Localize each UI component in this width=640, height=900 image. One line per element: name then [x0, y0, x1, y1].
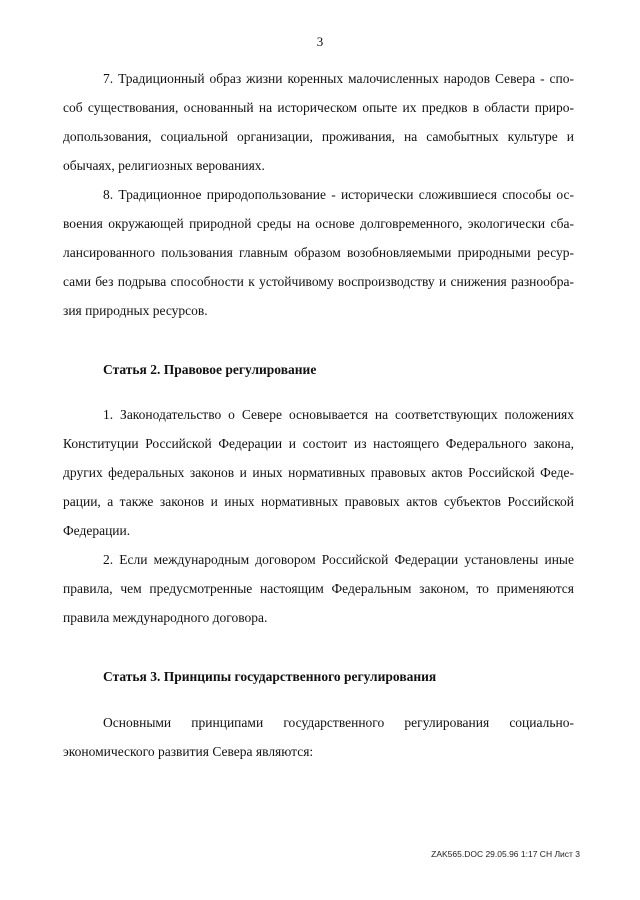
article-2-heading: Статья 2. Правовое регулирование — [103, 362, 317, 377]
article-3-para-1-line-2: экономического развития Севера являются: — [63, 744, 314, 759]
article-2-para-1-line-2: Конституции Российской Федерации и состоит из настоящего Федерального закона, — [63, 436, 574, 451]
article-2-para-1-line-3: других федеральных законов и иных нормативных правовых актов Российской Феде- — [63, 465, 574, 480]
article-3-para-1-line-1: Основными принципами государственного регулирования социально- — [103, 715, 574, 730]
paragraph-7-line-4: обычаях, религиозных верованиях. — [63, 158, 265, 173]
paragraph-8-line-5: зия природных ресурсов. — [63, 303, 208, 318]
article-2-para-2-line-3: правила международного договора. — [63, 610, 268, 625]
document-footer: ZAK565.DOC 29.05.96 1:17 СН Лист 3 — [431, 849, 580, 859]
article-2-para-2-line-2: правила, чем предусмотренные настоящим Федеральным законом, то применяются — [63, 581, 574, 596]
article-2-para-2-line-1: 2. Если международным договором Российской Федерации установлены иные — [103, 552, 574, 567]
article-2-para-1-line-5: Федерации. — [63, 523, 131, 538]
paragraph-7-line-2: соб существования, основанный на историческом опыте их предков в области приро- — [63, 100, 574, 115]
article-2-para-1-line-1: 1. Законодательство о Севере основывается на соответствующих положениях — [103, 407, 574, 422]
paragraph-7-line-3: допользования, социальной организации, проживания, на самобытных культуре и — [63, 129, 574, 144]
paragraph-8-line-1: 8. Традиционное природопользование - исторически сложившиеся способы ос- — [103, 187, 574, 202]
paragraph-8-line-2: воения окружающей природной среды на основе долговременного, экологически сба- — [63, 216, 574, 231]
article-2-para-1-line-4: рации, а также законов и иных нормативных правовых актов субъектов Российской — [63, 494, 574, 509]
article-3-heading: Статья 3. Принципы государственного регулирования — [103, 669, 437, 684]
page-number: 3 — [316, 34, 324, 49]
paragraph-7-line-1: 7. Традиционный образ жизни коренных малочисленных народов Севера - спо- — [103, 71, 574, 86]
paragraph-8-line-3: лансированного пользования главным образом возобновляемыми природными ресур- — [63, 245, 574, 260]
paragraph-8-line-4: сами без подрыва способности к устойчивому воспроизводству и снижения разнообра- — [63, 274, 574, 289]
